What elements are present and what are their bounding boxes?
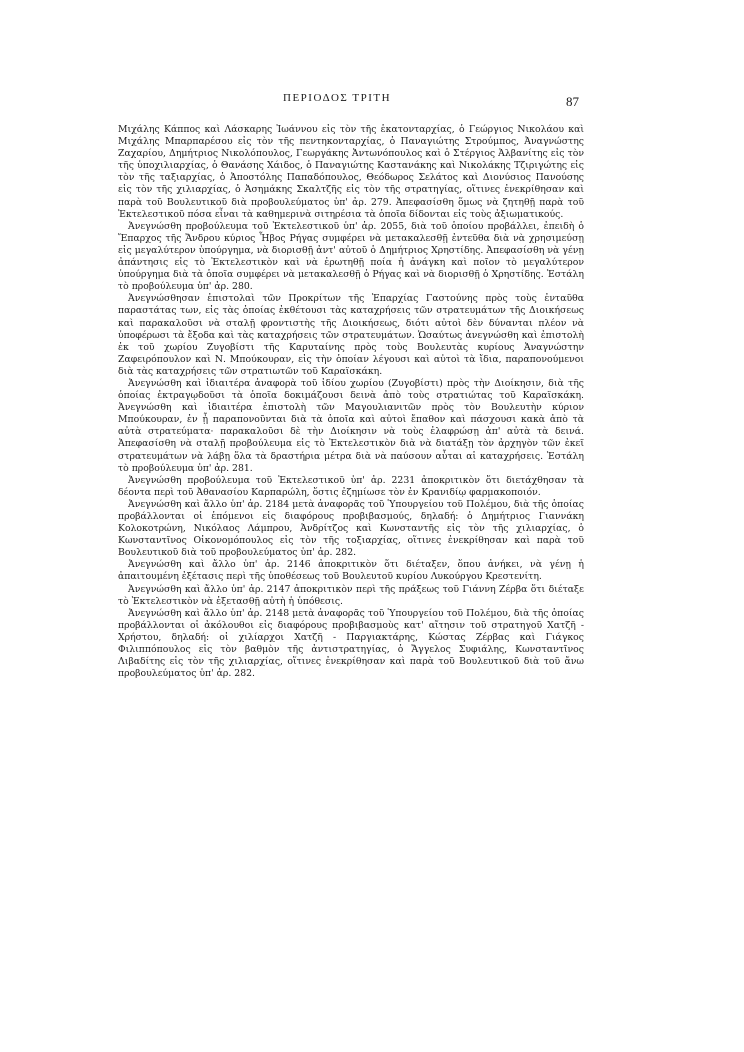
paragraph-8: Ἀνεγνώσθη καὶ ἄλλο ὑπ' ἀρ. 2147 ἀποκριτικὸν περὶ τῆς πράξεως τοῦ Γιάννη Ζέρβα ὅτι διέταξε τὸ Ἐκτελεστικὸν νὰ ἐξετασθῇ αὐτὴ ἡ ὑπόθεσις. xyxy=(118,583,584,607)
page-number: 87 xyxy=(566,94,579,109)
paragraph-5: Ἀνεγνώσθη προβούλευμα τοῦ Ἐκτελεστικοῦ ὑπ' ἀρ. 2231 ἀποκριτικὸν ὅτι διετάχθησαν τὰ δέοντα περὶ τοῦ Ἀθανασίου Καρπαρώλη, ὅστις ἐζημίωσε τὸν ἐν Κρανιδίῳ φαρμακοποιόν. xyxy=(118,474,584,498)
paragraph-6: Ἀνεγνώσθη καὶ ἄλλο ὑπ' ἀρ. 2184 μετὰ ἀναφορᾶς τοῦ Ὑπουργείου τοῦ Πολέμου, διὰ τῆς ὁποίας προβάλλονται οἱ ἑπόμενοι εἰς διαφόρους προβιβασμούς, δηλαδή: ὁ Δημήτριος Γιαννάκη Κολοκοτρώνη, Νικόλαος Λάμπρου, Ἀνδρίτζος καὶ Κωνσταντῆς εἰς τὸν τῆς χιλιαρχίας, ὁ Κωνσταντῖνος Οἰκονομόπουλος εἰς τὸν τῆς τοξιαρχίας, οἵτινες ἐνεκρίθησαν καὶ παρὰ τοῦ Βουλευτικοῦ διὰ τοῦ προβουλεύματος ὑπ' ἀρ. 282. xyxy=(118,498,584,559)
paragraph-4: Ἀνεγνώσθη καὶ ἰδιαιτέρα ἀναφορὰ τοῦ ἰδίου χωρίου (Ζυγοβίστι) πρὸς τὴν Διοίκησιν, διὰ τῆς ὁποίας ἐκτραγῳδοῦσι τὰ ὁποῖα δοκιμάζουσι δεινὰ ἀπὸ τοὺς στρατιώτας τοῦ Καραϊσκάκη. Ἀνεγνώσθη καὶ ἰδιαιτέρα ἐπιστολὴ τῶν Μαγουλιανιτῶν πρὸς τὸν Βουλευτὴν κύριον Μπούκουραν, ἐν ᾗ παραπονοῦνται διὰ τὰ ὁποῖα καὶ αὐτοὶ ἔπαθον καὶ πάσχουσι κακὰ ἀπὸ τὰ αὐτὰ στρατεύματα· παρακαλοῦσι δὲ τὴν Διοίκησιν νὰ τοὺς ἐλαφρώσῃ ἀπ' αὐτὰ τὰ δεινά. Ἀπεφασίσθη νὰ σταλῇ προβούλευμα εἰς τὸ Ἐκτελεστικὸν διὰ νὰ διατάξῃ τὸν ἀρχηγὸν τῶν ἐκεῖ στρατευμάτων νὰ λάβῃ ὅλα τὰ δραστήρια μέτρα διὰ νὰ παύσουν αὗται αἱ καταχρήσεις. Ἐστάλη τὸ προβούλευμα ὑπ' ἀρ. 281. xyxy=(118,377,584,474)
paragraph-2: Ἀνεγνώσθη προβούλευμα τοῦ Ἐκτελεστικοῦ ὑπ' ἀρ. 2055, διὰ τοῦ ὁποίου προβάλλει, ἐπειδὴ ὁ Ἔπαρχος τῆς Ἄνδρου κύριος Ἦβος Ρήγας συμφέρει νὰ μετακαλεσθῇ ἐντεῦθα διὰ νὰ χρησιμεύσῃ εἰς μεγαλύτερον ὑπούργημα, νὰ διορισθῇ ἀντ' αὐτοῦ ὁ Δημήτριος Χρηστίδης. Ἀπεφασίσθη νὰ γένῃ ἀπάντησις εἰς τὸ Ἐκτελεστικὸν καὶ νὰ ἐρωτηθῇ ποία ἡ ἀνάγκη καὶ ποῖον τὸ μεγαλύτερον ὑπούργημα διὰ τὰ ὁποῖα συμφέρει νὰ μετακαλεσθῇ ὁ Ρήγας καὶ νὰ διορισθῇ ὁ Χρηστίδης. Ἐστάλη τὸ προβούλευμα ὑπ' ἀρ. 280. xyxy=(118,220,584,293)
paragraph-9: Ἀνεγνώσθη καὶ ἄλλο ὑπ' ἀρ. 2148 μετὰ ἀναφορᾶς τοῦ Ὑπουργείου τοῦ Πολέμου, διὰ τῆς ὁποίας προβάλλονται οἱ ἀκόλουθοι εἰς διαφόρους προβιβασμοὺς κατ' αἴτησιν τοῦ στρατηγοῦ Χατζῆ - Χρήστου, δηλαδή: οἱ χιλίαρχοι Χατζῆ - Παργιακτάρης, Κώστας Ζέρβας καὶ Γιάγκος Φιλιππόπουλος εἰς τὸν βαθμὸν τῆς ἀντιστρατηγίας, ὁ Ἄγγελος Συφιάλης, Κωνσταντῖνος Λιβαδίτης εἰς τὸν τῆς χιλιαρχίας, οἵτινες ἐνεκρίθησαν καὶ παρὰ τοῦ Βουλευτικοῦ διὰ τοῦ ἄνω προβουλεύματος ὑπ' ἀρ. 282. xyxy=(118,607,584,680)
running-head-title: ΠΕΡΙΟΔΟΣ ΤΡΙΤΗ xyxy=(283,92,392,104)
paragraph-1: Μιχάλης Κάππος καὶ Λάσκαρης Ἰωάννου εἰς τὸν τῆς ἑκατονταρχίας, ὁ Γεώργιος Νικολάου καὶ Μιχάλης Μπαρπαρέσου εἰς τὸν τῆς πεντηκονταρχίας, ὁ Παναγιώτης Στρούμπος, Ἀναγνώστης Ζαχαρίου, Δημήτριος Νικολόπουλος, Γεωργάκης Ἀντωνόπουλος καὶ ὁ Στέργιος Ἀλβανίτης εἰς τὸν τῆς ὑποχιλιαρχίας, ὁ Θανάσης Χάιδος, ὁ Παναγιώτης Καστανάκης καὶ Νικολάκης Τζιριγώτης εἰς τὸν τῆς ταξιαρχίας, ὁ Ἀποστόλης Παπαδόπουλος, Θεόδωρος Σελάτος καὶ Διονύσιος Πανούσης εἰς τὸν τῆς χιλιαρχίας, ὁ Ἀσημάκης Σκαλτζῆς εἰς τὸν τῆς στρατηγίας, οἵτινες ἐνεκρίθησαν καὶ παρὰ τοῦ Βουλευτικοῦ διὰ προβουλεύματος ὑπ' ἀρ. 279. Ἀπεφασίσθη ὅμως νὰ ζητηθῇ παρὰ τοῦ Ἐκτελεστικοῦ πόσα εἶναι τὰ καθημερινὰ σιτηρέσια τὰ ὁποῖα δίδονται εἰς τοὺς ἀξιωματικούς. xyxy=(118,124,584,220)
paragraph-3: Ἀνεγνώσθησαν ἐπιστολαὶ τῶν Προκρίτων τῆς Ἐπαρχίας Γαστούνης πρὸς τοὺς ἐνταῦθα παραστάτας των, εἰς τὰς ὁποίας ἐκθέτουσι τὰς καταχρήσεις τῶν στρατευμάτων τῆς Διοικήσεως καὶ παρακαλοῦσι νὰ σταλῇ φροντιστὴς τῆς Διοικήσεως, διότι αὐτοὶ δὲν δύνανται πλέον νὰ ὑποφέρωσι τὰ ἔξοδα καὶ τὰς καταχρήσεις τῶν στρατευμάτων. Ὡσαύτως ἀνεγνώσθη καὶ ἐπιστολὴ ἐκ τοῦ χωρίου Ζυγοβίστι τῆς Καρυταίνης πρὸς τοὺς Βουλευτὰς κυρίους Ἀναγνώστην Ζαφειρόπουλον καὶ Ν. Μπούκουραν, εἰς τὴν ὁποίαν λέγουσι καὶ αὐτοὶ τὰ ἴδια, παραπονούμενοι διὰ τὰς καταχρήσεις τῶν στρατιωτῶν τοῦ Καραϊσκάκη. xyxy=(118,293,584,377)
body-text xyxy=(118,124,584,680)
paragraph-7: Ἀνεγνώσθη καὶ ἄλλο ὑπ' ἀρ. 2146 ἀποκριτικὸν ὅτι διέταξεν, ὅπου ἀνήκει, νὰ γένῃ ἡ ἀπαιτουμένη ἐξέτασις περὶ τῆς ὑποθέσεως τοῦ Βουλευτοῦ κυρίου Λυκούργου Κρεστενίτη. xyxy=(118,559,584,583)
